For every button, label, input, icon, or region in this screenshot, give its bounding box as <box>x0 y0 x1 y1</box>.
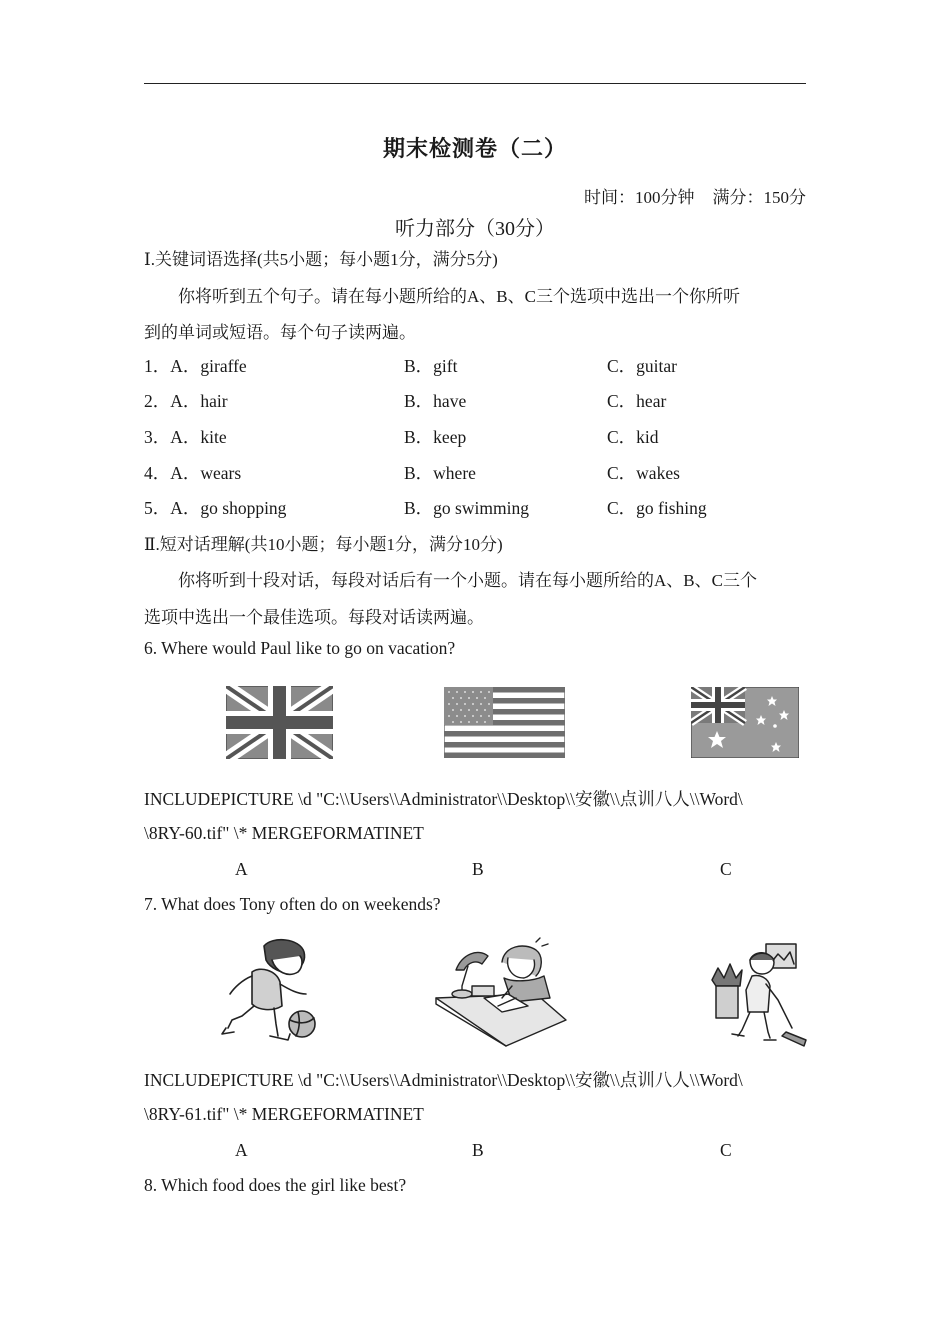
top-rule <box>144 83 806 84</box>
q1-option-a: 1．A．giraffe <box>144 356 247 376</box>
doing-homework-image <box>432 936 568 1048</box>
q1-option-c: C．guitar <box>607 356 677 376</box>
question-8: 8. Which food does the girl like best? <box>144 1175 407 1195</box>
exam-meta <box>584 183 806 208</box>
q7-field-code-line1: INCLUDEPICTURE \d "C:\\Users\\Administrator\\Desktop\\安徽\\点训八人\\Word\ <box>144 1070 743 1090</box>
q5-option-a: 5．A．go shopping <box>144 498 287 518</box>
q6-field-code-line2: \8RY-60.tif" \* MERGEFORMATINET <box>144 823 424 843</box>
q2-option-c: C．hear <box>607 391 667 411</box>
q3-option-b: B．keep <box>404 427 467 447</box>
section1-instruction-line1: 你将听到五个句子。请在每小题所给的A、B、C三个选项中选出一个你所听 <box>178 287 740 306</box>
q2-option-b: B．have <box>404 391 467 411</box>
q6-label-b: B <box>472 859 484 879</box>
q4-option-a: 4．A．wears <box>144 463 242 483</box>
page-title: 期末检测卷（二） <box>382 137 567 162</box>
section1-heading: Ⅰ.关键词语选择(共5小题；每小题1分，满分5分) <box>144 250 498 269</box>
full-score: 满分：150分 <box>712 188 806 207</box>
usa-flag-image <box>444 687 565 758</box>
q5-option-b: B．go swimming <box>404 498 529 518</box>
playing-basketball-image <box>212 936 324 1046</box>
q4-option-c: C．wakes <box>607 463 680 483</box>
q1-option-b: B．gift <box>404 356 458 376</box>
q6-field-code-line1: INCLUDEPICTURE \d "C:\\Users\\Administrator\\Desktop\\安徽\\点训八人\\Word\ <box>144 789 743 809</box>
question-7: 7. What does Tony often do on weekends? <box>144 894 441 914</box>
section2-instruction-line1: 你将听到十段对话，每段对话后有一个小题。请在每小题所给的A、B、C三个 <box>178 571 757 590</box>
q7-label-b: B <box>472 1140 484 1160</box>
section2-instruction-line2: 选项中选出一个最佳选项。每段对话读两遍。 <box>144 608 484 627</box>
q5-option-c: C．go fishing <box>607 498 707 518</box>
section2-heading: Ⅱ.短对话理解(共10小题；每小题1分，满分10分) <box>144 535 503 554</box>
q7-label-a: A <box>235 1140 248 1160</box>
q6-label-a: A <box>235 859 248 879</box>
q3-option-c: C．kid <box>607 427 659 447</box>
q4-option-b: B．where <box>404 463 476 483</box>
time-limit: 时间：100分钟 <box>584 188 695 207</box>
q7-label-c: C <box>720 1140 732 1160</box>
q6-label-c: C <box>720 859 732 879</box>
part-heading: 听力部分（30分） <box>395 218 555 240</box>
cleaning-room-image <box>708 938 808 1048</box>
uk-flag-image <box>226 686 333 759</box>
q7-field-code-line2: \8RY-61.tif" \* MERGEFORMATINET <box>144 1104 424 1124</box>
question-6: 6. Where would Paul like to go on vacation? <box>144 638 456 658</box>
australia-flag-image <box>691 687 799 758</box>
q2-option-a: 2．A．hair <box>144 391 228 411</box>
section1-instruction-line2: 到的单词或短语。每个句子读两遍。 <box>144 323 416 342</box>
q3-option-a: 3．A．kite <box>144 427 227 447</box>
